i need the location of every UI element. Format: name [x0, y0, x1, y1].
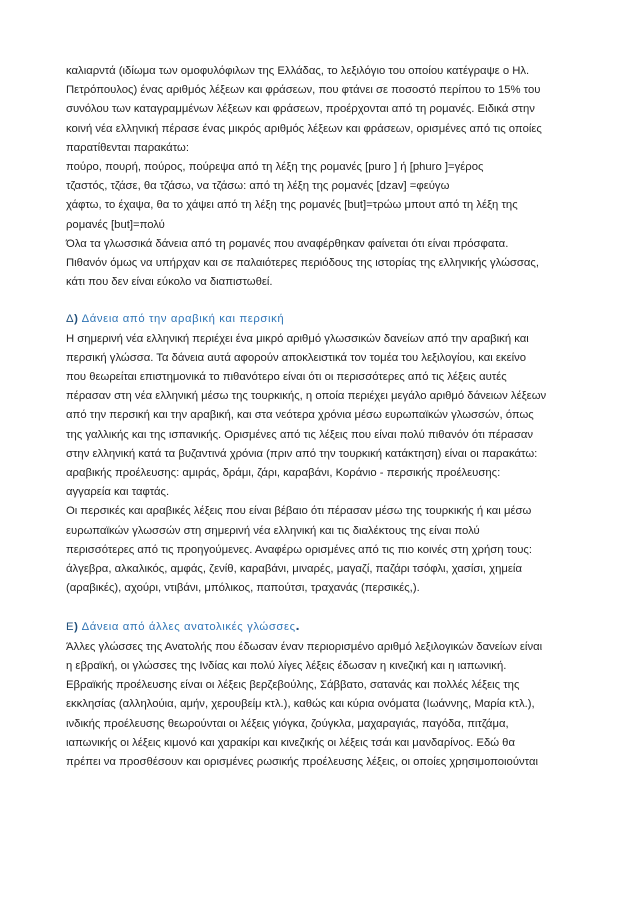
- text-line: ιαπωνικής οι λέξεις κιμονό και χαρακίρι και κινεζικής οι λέξεις τσάι και μανδαρίνος. Εδώ θα: [66, 736, 516, 749]
- text-line: Η σημερινή νέα ελληνική περιέχει ένα μικρό αριθμό γλωσσικών δανείων από την αραβική και: [66, 332, 529, 345]
- section-heading-e: [66, 616, 574, 637]
- text-line: ευρωπαϊκών γλωσσών στη σημερινή νέα ελληνική και τις διαλέκτους της είναι πολύ: [66, 524, 480, 537]
- paragraph-eastern-loans: [66, 638, 574, 772]
- text-line: περσική γλώσσα. Τα δάνεια αυτά αφορούν αποκλειστικά τον τομέα του λεξιλογίου, και εκείνο: [66, 351, 527, 364]
- text-line: χάφτω, το έχαψα, θα το χάψει από τη λέξη της ρομανές [but]=τρώω μπουτ από τη λέξη της: [66, 199, 518, 212]
- text-line: της γαλλικής και της ισπανικής. Ορισμένες από τις λέξεις που είναι πολύ πιθανόν ότι πέρασαν: [66, 428, 534, 441]
- text-line: η εβραϊκή, οι γλώσσες της Ινδίας και πολύ λίγες λέξεις έδωσαν η κινεζική και η ιαπωνική.: [66, 659, 507, 672]
- text-line: αγγαρεία και ταφτάς.: [66, 486, 170, 499]
- text-line: συνόλου των καταγραμμένων λέξεων και φράσεων, προέρχονται από τη ρομανές. Ειδικά στην: [66, 103, 535, 116]
- text-line: Πετρόπουλος) ένας αριθμός λέξεων και φράσεων, που φτάνει σε ποσοστό περίπου το 15% του: [66, 84, 541, 97]
- text-line: Εβραϊκής προέλευσης είναι οι λέξεις βερζεβούλης, Σάββατο, σατανάς και πολλές λέξεις της: [66, 679, 520, 692]
- document-page: [66, 62, 574, 772]
- text-line: περισσότερες από τις προηγούμενες. Αναφέρω ορισμένες από τις πιο κοινές στη χρήση τους:: [66, 543, 532, 556]
- text-line: Όλα τα γλωσσικά δάνεια από τη ρομανές που αναφέρθηκαν φαίνεται ότι είναι πρόσφατα.: [66, 237, 509, 250]
- section-heading-d: [66, 310, 574, 329]
- text-line: από την περσική και την αραβική, και στα νεότερα χρόνια μέσω ευρωπαϊκών γλωσσών, όπως: [66, 409, 534, 422]
- text-line: άλγεβρα, αλκαλικός, αμφάς, ζενίθ, καραβάνι, μιναρές, μαγαζί, παζάρι τσόφλι, χασίσι, χημεία: [66, 563, 522, 576]
- heading-letter: Δ: [66, 313, 75, 326]
- heading-title: Δάνεια από άλλες ανατολικές γλώσσες: [81, 621, 296, 634]
- text-line: (αραβικές), αχούρι, ντιβάνι, μπόλικος, παπούτσι, τραχανάς (περσικές,).: [66, 582, 420, 595]
- text-line: πούρο, πουρή, πούρος, πούρεψα από τη λέξη της ρομανές [puro ] ή [phuro ]=γέρος: [66, 161, 484, 174]
- text-line: ινδικής προέλευσης θεωρούνται οι λέξεις γιόγκα, ζούγκλα, μαχαραγιάς, παγόδα, πιτζάμα,: [66, 717, 509, 730]
- heading-separator: ): [74, 313, 79, 326]
- text-line: τζαστός, τζάσε, θα τζάσω, να τζάσω: από τη λέξη της ρομανές [dzav] =φεύγω: [66, 180, 450, 193]
- text-line: αραβικής προέλευσης: αμιράς, δράμι, ζάρι, καραβάνι, Κοράνιο - περσικής προέλευσης:: [66, 467, 501, 480]
- text-line: πρέπει να προσθέσουν και ορισμένες ρωσικής προέλευσης λέξεις, οι οποίες χρησιμοποιούνται: [66, 755, 538, 768]
- text-line: παρατίθενται παρακάτω:: [66, 141, 189, 154]
- text-line: πέρασαν στη νέα ελληνική μέσω της τουρκικής, η οποία περιέχει μεγάλο αριθμό δάνειων λέξεων: [66, 390, 547, 403]
- text-line: που θεωρείται επιστημονικά το πιθανότερο είναι ότι οι περισσότερες από τις λέξεις αυτές: [66, 371, 507, 384]
- heading-letter: Ε: [66, 621, 75, 634]
- text-line: κοινή νέα ελληνική πέρασε ένας μικρός αριθμός λέξεων και φράσεων, ορισμένες από τις οποίες: [66, 122, 542, 135]
- text-line: Άλλες γλώσσες της Ανατολής που έδωσαν έναν περιορισμένο αριθμό λεξιλογικών δανείων είναι: [66, 640, 543, 653]
- text-line: στην ελληνική κατά τα βυζαντινά χρόνια (πριν από την τουρκική κατάκτηση) είναι οι παρακάτω:: [66, 447, 538, 460]
- text-line: καλιαρντά (ιδίωμα των ομοφυλόφιλων της Ελλάδας, το λεξιλόγιο του οποίου κατέγραψε ο Ηλ.: [66, 65, 530, 77]
- heading-separator: ): [74, 621, 79, 634]
- text-line: κάτι που δεν είναι εύκολο να διαπιστωθεί.: [66, 276, 273, 289]
- text-line: Πιθανόν όμως να υπήρχαν και σε παλαιότερες περιόδους της ιστορίας της ελληνικής γλώσσας,: [66, 257, 539, 270]
- heading-title: Δάνεια από την αραβική και περσική: [81, 313, 285, 326]
- text-line: Οι περσικές και αραβικές λέξεις που είναι βέβαιο ότι πέρασαν μέσω της τουρκικής ή και μέσω: [66, 505, 532, 518]
- paragraph-romani-loans: [66, 62, 574, 292]
- heading-dot: .: [295, 617, 301, 634]
- paragraph-arabic-persian-loans: [66, 330, 574, 599]
- text-line: εκκλησίας (αλληλούια, αμήν, χερουβείμ κτλ.), καθώς και κύρια ονόματα (Ιωάννης, Μαρία κτλ.),: [66, 698, 535, 711]
- text-line: ρομανές [but]=πολύ: [66, 218, 165, 231]
